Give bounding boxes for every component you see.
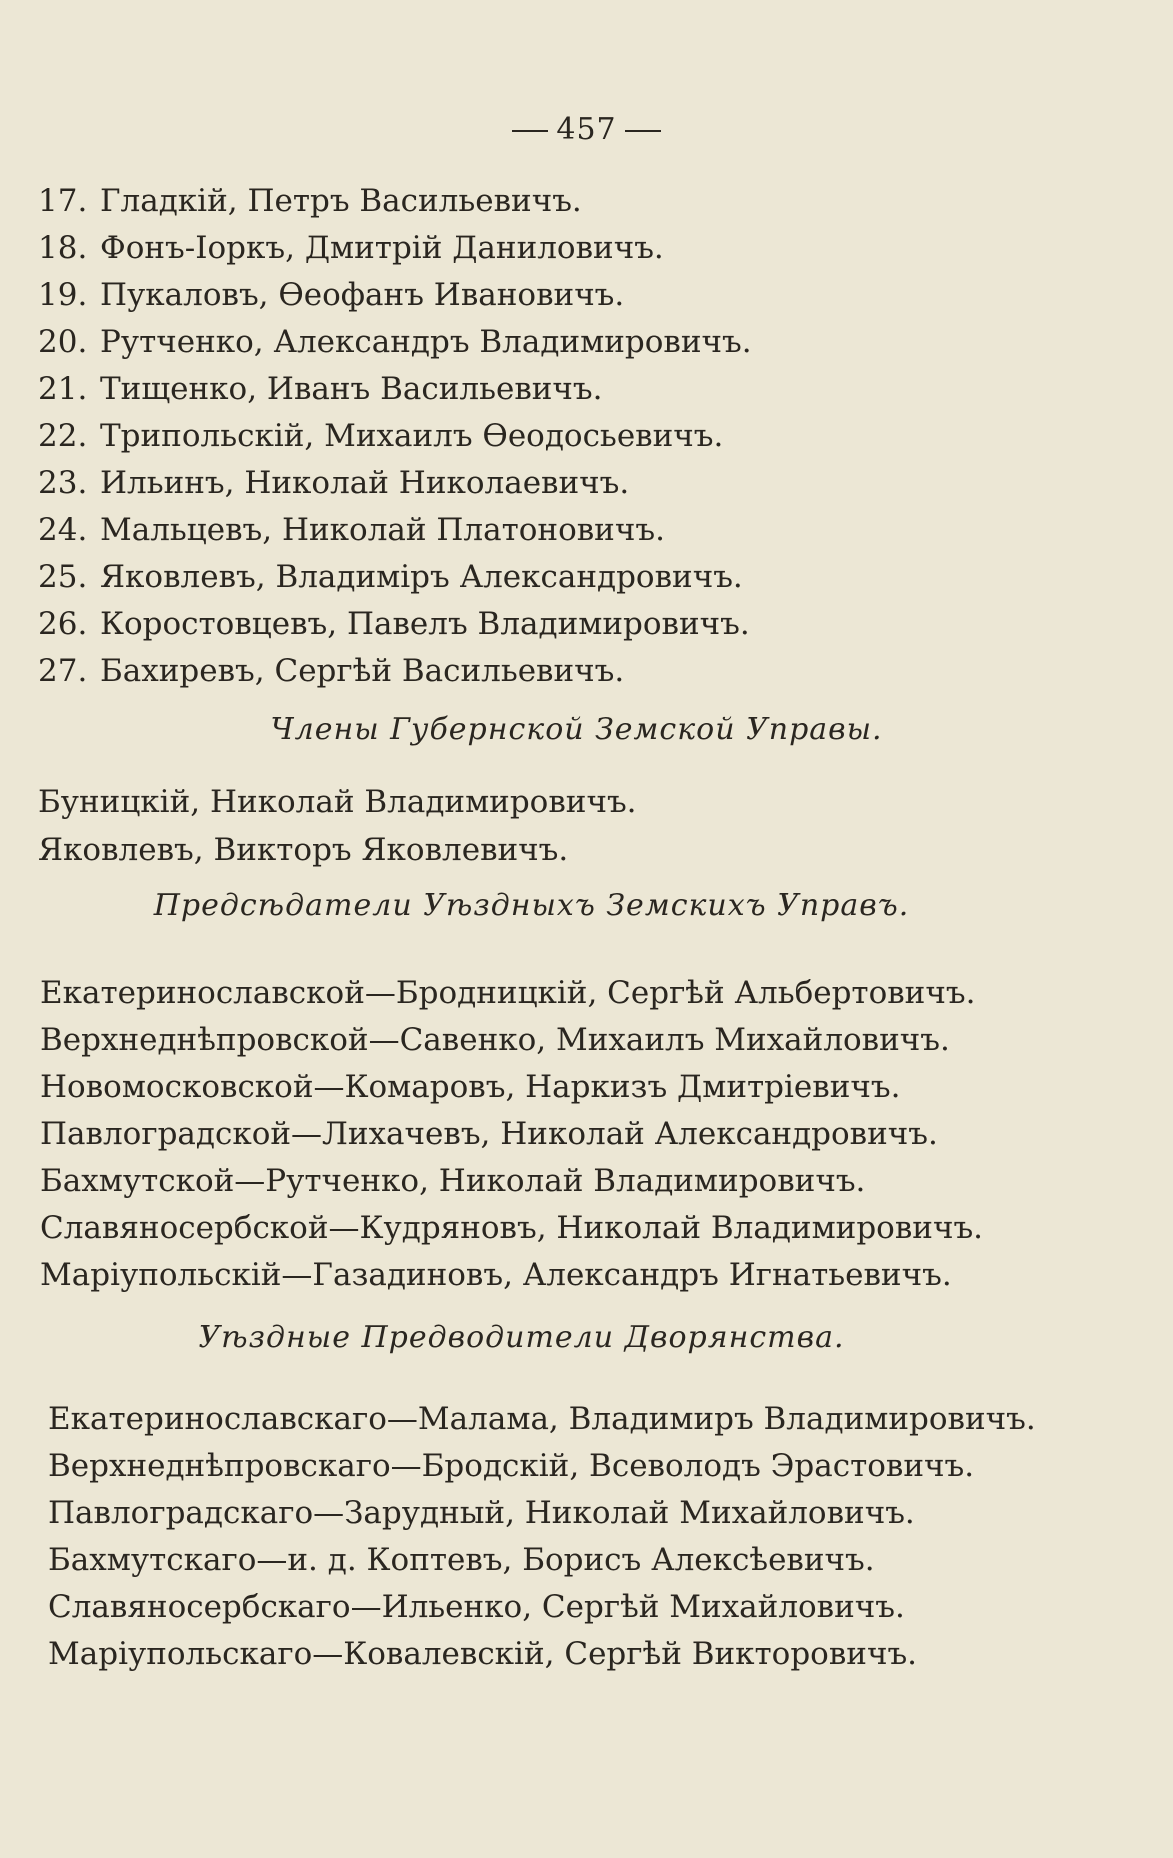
list-item	[38, 272, 752, 319]
list-item: Павлоградской—Лихачевъ, Николай Александровичъ.	[40, 1116, 938, 1152]
item-name: Яковлевъ, Владимiръ Александровичъ.	[100, 559, 743, 595]
page-number-text: 457	[556, 112, 617, 147]
item-number: 22.	[38, 418, 88, 454]
list-item: Марiупольскаго—Ковалевскiй, Сергѣй Викторовичъ.	[48, 1636, 918, 1672]
list-item: Славяносербскаго—Ильенко, Сергѣй Михайловичъ.	[48, 1589, 905, 1625]
list-item	[38, 225, 752, 272]
item-number: 17.	[38, 183, 88, 219]
list-item	[38, 460, 752, 507]
item-name: Пукаловъ, Өеофанъ Ивановичъ.	[100, 277, 625, 313]
section-heading-chairs: Предсѣдатели Уѣздныхъ Земскихъ Управъ.	[153, 888, 910, 923]
list-item: Верхнеднѣпровскаго—Бродскiй, Всеволодъ Эрастовичъ.	[48, 1448, 975, 1484]
item-number: 18.	[38, 230, 88, 266]
list-item	[38, 319, 752, 366]
marshals-list	[48, 1396, 1036, 1678]
list-item: Верхнеднѣпровской—Савенко, Михаилъ Михайловичъ.	[40, 1022, 950, 1058]
item-name: Фонъ-Iоркъ, Дмитрiй Даниловичъ.	[100, 230, 664, 266]
list-item	[38, 413, 752, 460]
list-item: Яковлевъ, Викторъ Яковлевичъ.	[38, 832, 569, 868]
item-name: Ильинъ, Николай Николаевичъ.	[100, 465, 630, 501]
list-item: Бахмутской—Рутченко, Николай Владимировичъ.	[40, 1163, 866, 1199]
list-item: Буницкiй, Николай Владимировичъ.	[38, 784, 637, 820]
list-item: Марiупольскiй—Газадиновъ, Александръ Игнатьевичъ.	[40, 1257, 952, 1293]
section-heading-marshals: Уѣздные Предводители Дворянства.	[198, 1320, 845, 1355]
item-number: 20.	[38, 324, 88, 360]
item-number: 27.	[38, 653, 88, 689]
item-number: 23.	[38, 465, 88, 501]
item-name: Трипольскiй, Михаилъ Өеодосьевичъ.	[100, 418, 724, 454]
item-number: 24.	[38, 512, 88, 548]
list-item	[38, 366, 752, 413]
item-name: Гладкiй, Петръ Васильевичъ.	[100, 183, 582, 219]
item-name: Мальцевъ, Николай Платоновичъ.	[100, 512, 665, 548]
section-heading-members: Члены Губернской Земской Управы.	[270, 712, 883, 747]
list-item: Бахмутскаго—и. д. Коптевъ, Борисъ Алексѣевичъ.	[48, 1542, 875, 1578]
item-number: 25.	[38, 559, 88, 595]
chairs-list	[40, 970, 983, 1299]
item-name: Рутченко, Александръ Владимировичъ.	[100, 324, 752, 360]
list-item	[38, 178, 752, 225]
list-item: Павлоградскаго—Зарудный, Николай Михайловичъ.	[48, 1495, 915, 1531]
list-item	[38, 554, 752, 601]
list-item: Славяносербской—Кудряновъ, Николай Владимировичъ.	[40, 1210, 984, 1246]
item-number: 26.	[38, 606, 88, 642]
list-item: Екатеринославской—Бродницкiй, Сергѣй Альбертовичъ.	[40, 975, 976, 1011]
list-item: Новомосковской—Комаровъ, Наркизъ Дмитрiевичъ.	[40, 1069, 901, 1105]
item-number: 19.	[38, 277, 88, 313]
item-name: Тищенко, Иванъ Васильевичъ.	[100, 371, 603, 407]
list-item: Екатеринославскаго—Малама, Владимиръ Владимировичъ.	[48, 1401, 1036, 1437]
item-name: Бахиревъ, Сергѣй Васильевичъ.	[100, 653, 625, 689]
page-number	[0, 112, 1173, 147]
list-item	[38, 507, 752, 554]
item-name: Коростовцевъ, Павелъ Владимировичъ.	[100, 606, 750, 642]
list-item	[38, 601, 752, 648]
item-number: 21.	[38, 371, 88, 407]
dash-right	[625, 130, 661, 132]
numbered-member-list	[38, 178, 752, 695]
list-item	[38, 648, 752, 695]
dash-left	[512, 130, 548, 132]
members-list	[38, 778, 637, 874]
